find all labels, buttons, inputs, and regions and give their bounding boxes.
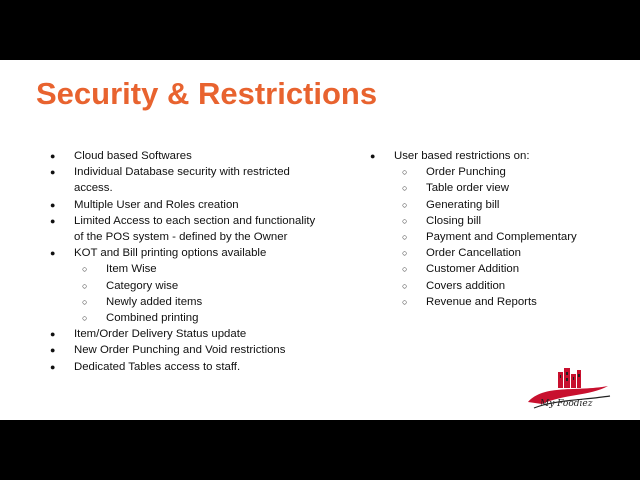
left-list-item [48,164,318,196]
slide [0,60,640,420]
left-list-item-text: Cloud based Softwares [74,150,192,162]
right-list-item [368,197,628,213]
left-list-item-text: Dedicated Tables access to staff. [74,360,241,373]
left-list-item [48,148,318,164]
hollow-bullet-icon: ○ [402,264,408,275]
left-list-item-text: KOT and Bill printing options available [74,247,267,260]
left-list-item-text: Combined printing [106,312,199,325]
left-list-item [48,326,318,342]
right-list-item [368,229,628,245]
filled-bullet-icon: ● [50,167,56,178]
right-list-item-text: Payment and Complementary [426,231,577,244]
logo-text: My Foodiez [540,399,593,409]
left-list-item [48,359,318,375]
right-list-item [368,213,628,229]
right-list-item-text: Covers addition [426,279,506,292]
filled-bullet-icon: ● [50,215,56,226]
hollow-bullet-icon: ○ [402,232,408,243]
filled-bullet-icon: ● [50,345,56,356]
filled-bullet-icon: ● [50,329,56,340]
left-list-item [48,310,318,326]
left-list-item-text: Item/Order Delivery Status update [74,328,247,341]
right-bullet-list [368,148,628,310]
right-list-item [368,180,628,196]
right-list-item [368,164,628,180]
filled-bullet-icon: ● [50,151,56,161]
my-foodiez-logo [524,366,614,416]
hollow-bullet-icon: ○ [402,183,408,194]
hollow-bullet-icon: ○ [402,296,408,307]
slide-title: Security & Restrictions [36,76,378,111]
left-list-item [48,278,318,294]
right-list-item-text: Order Punching [426,166,506,179]
left-list-item [48,261,318,277]
left-column [48,148,318,375]
right-column [368,148,628,310]
left-list-item [48,245,318,261]
left-list-item-text: Individual Database security with restricted access. [74,166,290,195]
left-list-item-text: Newly added items [106,295,203,308]
left-list-item [48,197,318,213]
hollow-bullet-icon: ○ [402,215,408,226]
left-list-item-text: Category wise [106,279,179,292]
left-list-item-text: Multiple User and Roles creation [74,198,239,211]
filled-bullet-icon: ● [50,361,56,372]
hollow-bullet-icon: ○ [402,199,408,210]
left-list-item [48,294,318,310]
right-list-item [368,245,628,261]
left-bullet-list [48,148,318,375]
right-list-item-text: Closing bill [426,214,482,227]
right-list-item-text: Customer Addition [426,263,520,276]
left-list-item-text: Limited Access to each section and functionality of the POS system - defined by the Owner [74,214,316,244]
filled-bullet-icon: ● [370,151,376,161]
right-list-item [368,148,628,164]
hollow-bullet-icon: ○ [82,313,88,324]
hollow-bullet-icon: ○ [82,296,88,307]
hollow-bullet-icon: ○ [82,280,88,291]
right-list-item-text: Table order view [426,182,509,195]
hollow-bullet-icon: ○ [402,167,408,178]
right-list-item [368,278,628,294]
hollow-bullet-icon: ○ [82,264,88,275]
hollow-bullet-icon: ○ [402,280,408,291]
left-list-item-text: Item Wise [106,263,157,276]
left-list-item-text: New Order Punching and Void restrictions [74,344,286,357]
filled-bullet-icon: ● [50,199,56,210]
right-list-item [368,261,628,277]
filled-bullet-icon: ● [50,248,56,259]
left-list-item [48,342,318,358]
right-list-item-text: User based restrictions on: [394,150,530,162]
right-list-item-text: Revenue and Reports [426,295,537,308]
right-list-item-text: Generating bill [426,198,500,211]
left-list-item [48,213,318,245]
hollow-bullet-icon: ○ [402,248,408,259]
right-list-item [368,294,628,310]
right-list-item-text: Order Cancellation [426,247,521,260]
